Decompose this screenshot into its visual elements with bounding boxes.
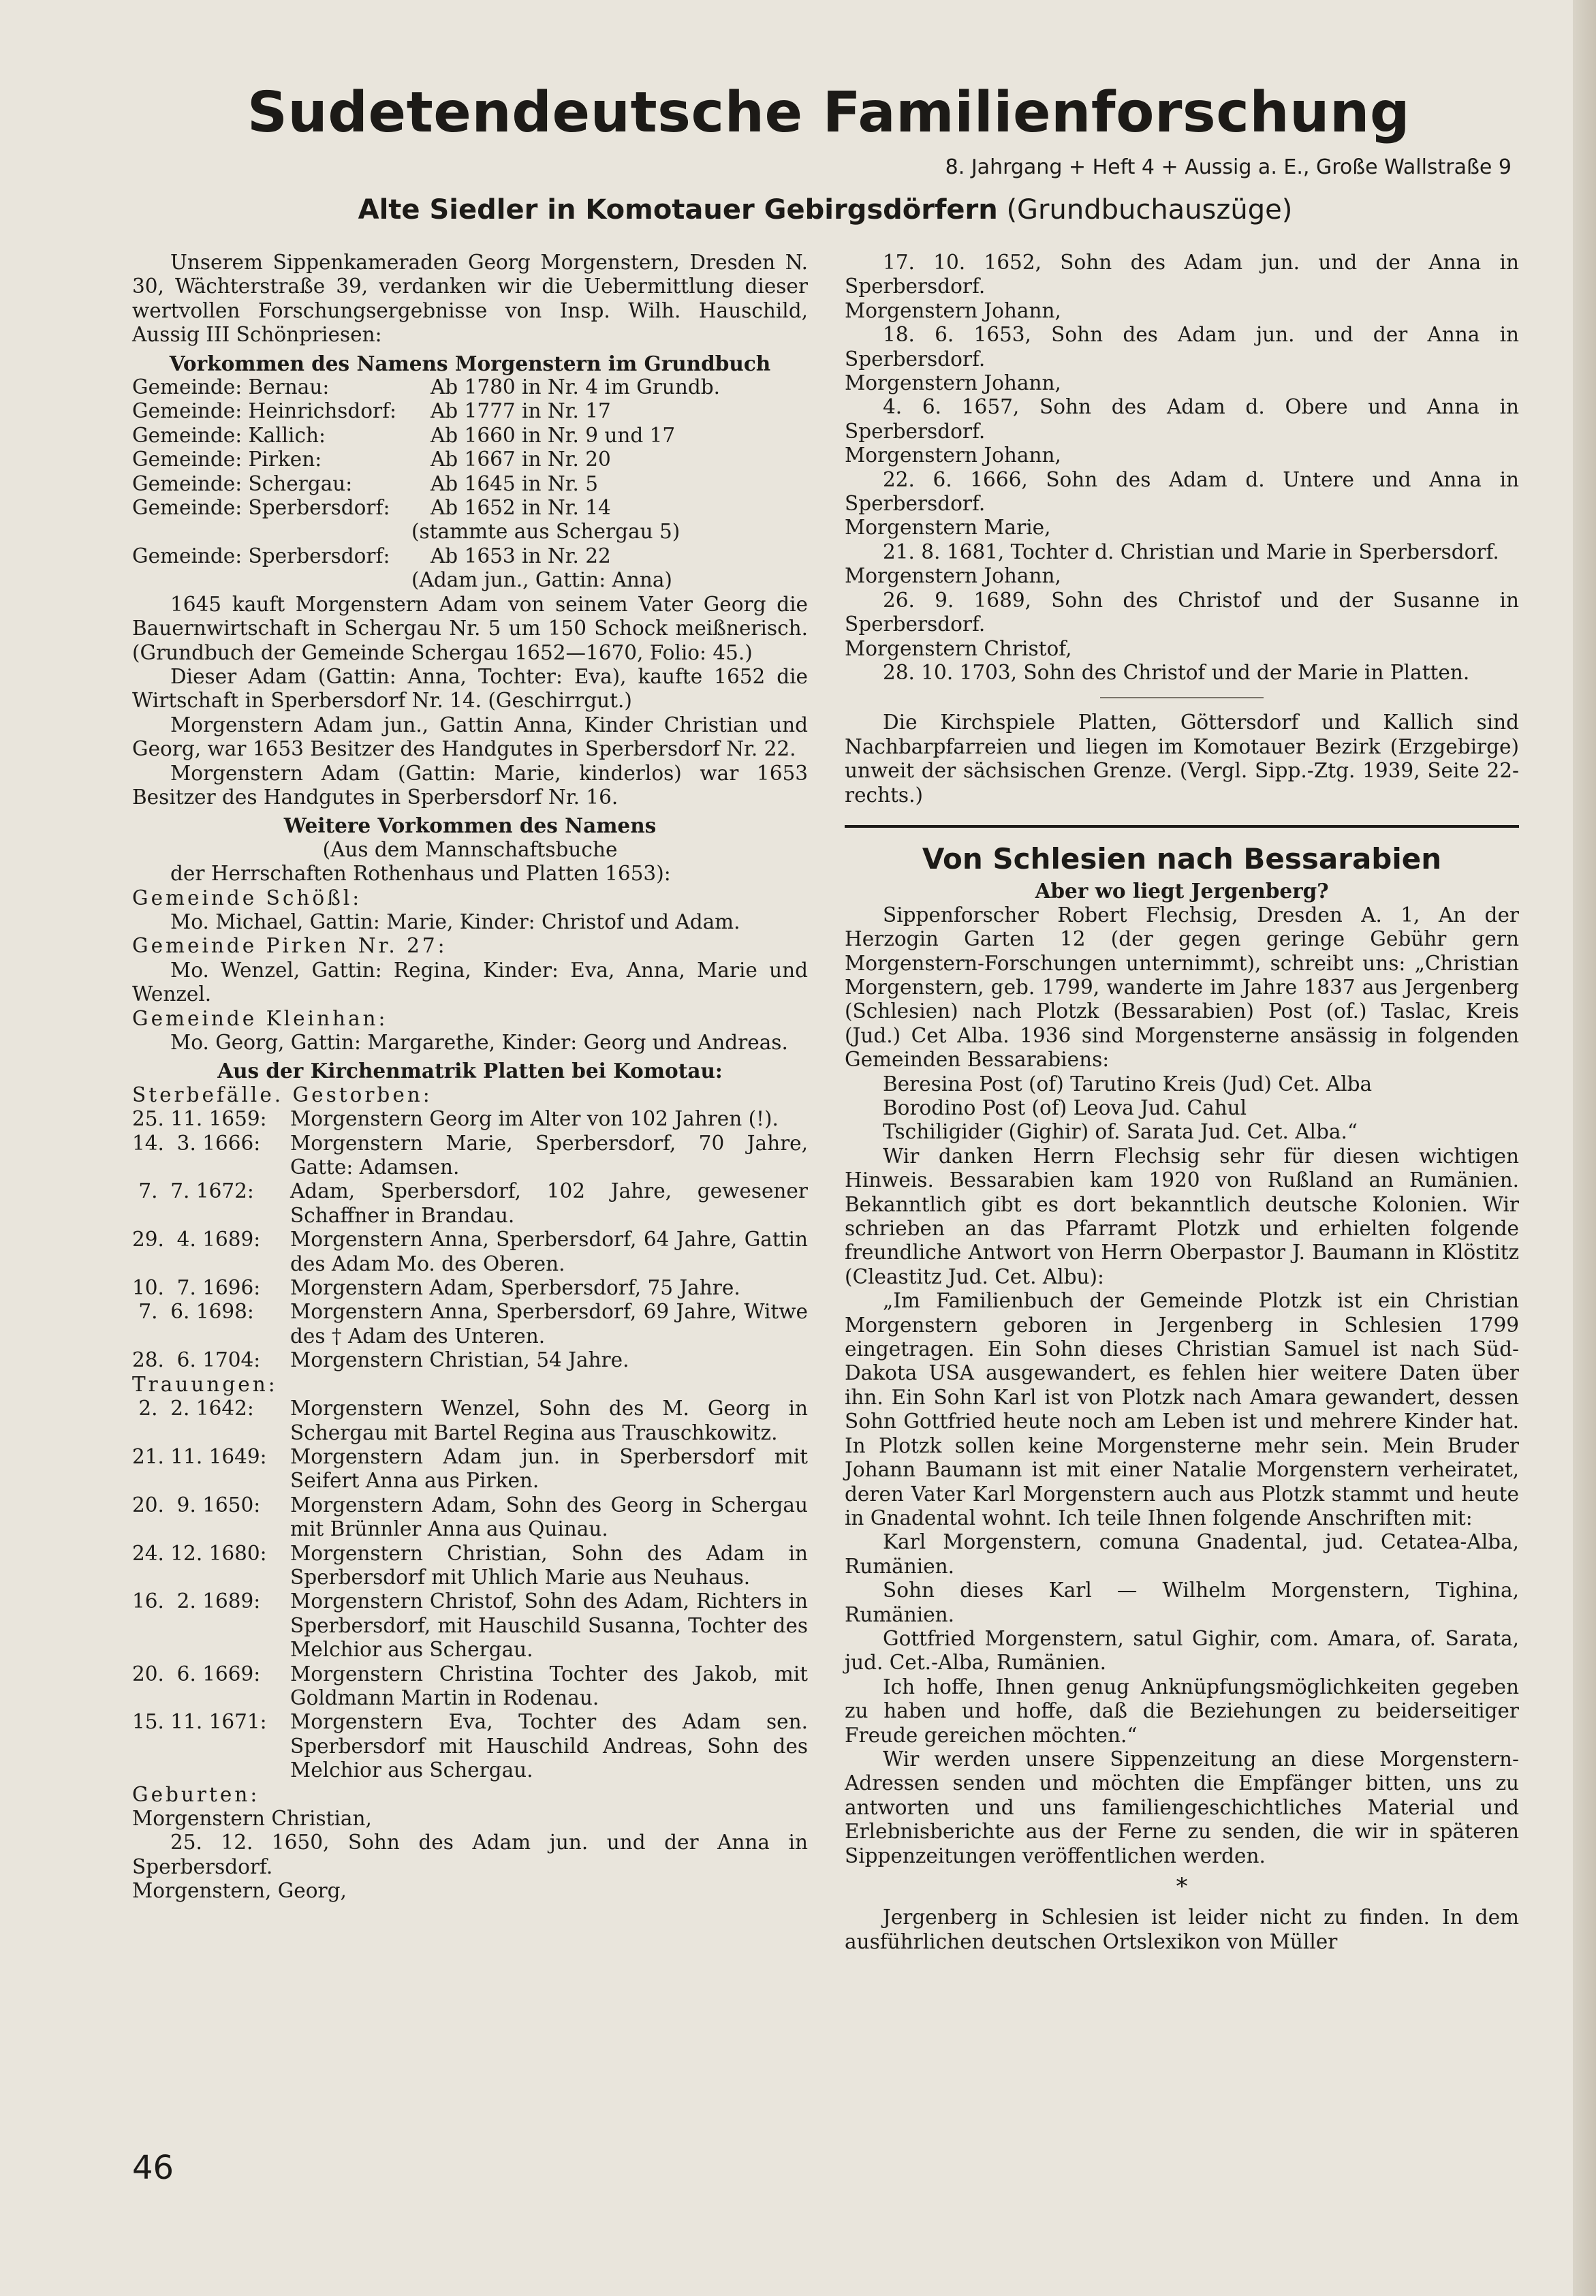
paragraph: Morgenstern Adam jun., Gattin Anna, Kinder Christian und Georg, war 1653 Besitzer des Handgutes in Sperbersdorf Nr. 22. (132, 713, 808, 761)
birth-name: Morgenstern, Georg, (132, 1879, 347, 1903)
place-entry: Mo. Wenzel, Gattin: Regina, Kinder: Eva, Anna, Marie und Wenzel. (132, 958, 808, 1006)
masthead-title: Sudetendeutsche Familienforschung (247, 80, 1411, 145)
paragraph: Sippenforscher Robert Flechsig, Dresden A. 1, An der Herzogin Garten 12 (der gegen geringe Gebühr gern Morgenstern-Forschungen unternimmt), schreibt uns: „Christian Morgenstern, geb. 1799, wanderte im Jahre 1837 aus Jergenberg (Schlesien) nach Plotzk (Bessarabien) Post (of.) Taslac, Kreis (Jud.) Cet Alba. 1936 sind Morgensterne ansässig in folgenden Gemeinden Bessarabiens: (845, 903, 1519, 1072)
article-title-main: Alte Siedler in Komotauer Gebirgsdörfern (358, 194, 998, 226)
trauungen-label: Trauungen: (132, 1372, 278, 1396)
birth-name: Morgenstern Johann, (845, 298, 1061, 322)
birth-name: Morgenstern Christof, (845, 636, 1072, 660)
birth-entry: 22. 6. 1666, Sohn des Adam d. Untere und Anna in Sperbersdorf. (845, 467, 1519, 516)
grundbuch-note: (Adam jun., Gattin: Anna) (411, 568, 672, 592)
birth-name: Morgenstern Johann, (845, 444, 1061, 467)
address-line: Sohn dieses Karl — Wilhelm Morgenstern, Tighina, Rumänien. (845, 1579, 1519, 1626)
heading-weitere-sub: (Aus dem Mannschaftsbuche (322, 837, 618, 861)
divider-short (1100, 697, 1264, 698)
record-row: 29. 4. 1689: Morgenstern Anna, Sperbersdorf, 64 Jahre, Gattin des Adam Mo. des Oberen. (132, 1228, 808, 1275)
birth-entry: 18. 6. 1653, Sohn des Adam jun. und der Anna in Sperbersdorf. (845, 323, 1519, 371)
intro-paragraph: Unserem Sippenkameraden Georg Morgenstern, Dresden N. 30, Wächterstraße 39, verdanken wir die Uebermittlung dieser wertvollen Forschungsergebnisse von Insp. Wilh. Hauschild, Aussig III Schönpriesen: (132, 251, 808, 347)
geburten-label: Geburten: (132, 1782, 260, 1806)
place-label: Gemeinde Kleinhan: (132, 1006, 388, 1030)
place-line: Beresina Post (of) Tarutino Kreis (Jud) Cet. Alba (883, 1072, 1373, 1096)
paragraph: 1645 kauft Morgenstern Adam von seinem Vater Georg die Bauernwirtschaft in Schergau Nr. 5 um 150 Schock meißnerisch. (Grundbuch der Gemeinde Schergau 1652—1670, Folio: 45.) (132, 592, 808, 664)
heading-weitere-sub: der Herrschaften Rothenhaus und Platten 1653): (170, 862, 671, 886)
record-row: 14. 3. 1666: Morgenstern Marie, Sperbersdorf, 70 Jahre, Gatte: Adamsen. (132, 1131, 808, 1179)
section-subtitle: Aber wo liegt Jergenberg? (1035, 879, 1329, 903)
heading-kirchenmatrik: Aus der Kirchenmatrik Platten bei Komotau: (217, 1059, 723, 1083)
grundbuch-row: Gemeinde: Kallich: Ab 1660 in Nr. 9 und 17 (132, 423, 676, 447)
record-row: 21. 11. 1649: Morgenstern Adam jun. in Sperbersdorf mit Seifert Anna aus Pirken. (132, 1444, 808, 1493)
grundbuch-row: Gemeinde: Bernau: Ab 1780 in Nr. 4 im Grundb. (132, 375, 720, 399)
grundbuch-list (132, 375, 808, 593)
record-row: 10. 7. 1696: Morgenstern Adam, Sperbersdorf, 75 Jahre. (132, 1276, 740, 1300)
birth-name: Morgenstern Christian, (132, 1807, 372, 1830)
grundbuch-row: Gemeinde: Sperbersdorf: Ab 1653 in Nr. 22 (132, 544, 611, 568)
record-row: 20. 9. 1650: Morgenstern Adam, Sohn des Georg in Schergau mit Brünnler Anna aus Quinau. (132, 1493, 808, 1541)
record-row: 25. 11. 1659: Morgenstern Georg im Alter von 102 Jahren (!). (132, 1107, 779, 1131)
place-line: Tschiligider (Gighir) of. Sarata Jud. Cet. Alba.“ (883, 1120, 1358, 1144)
paragraph: „Im Familienbuch der Gemeinde Plotzk ist ein Christian Morgenstern geboren in Jergenberg in Schlesien 1799 eingetragen. Ein Sohn dieses Christian Samuel ist nach Süd-Dakota USA ausgewandert, es fehlen hier weitere Daten über ihn. Ein Sohn Karl ist von Plotzk nach Amara gewandert, dessen Sohn Gottfried heute noch am Leben ist und mehrere Kinder hat. In Plotzk sollen keine Morgensterne mehr sein. Mein Bruder Johann Baumann ist mit einer Natalie Morgenstern verheiratet, deren Vater Karl Morgenstern auch aus Plotzk stammt und heute in Gnadental wohnt. Ich teile Ihnen folgende Anschriften mit: (845, 1289, 1519, 1530)
birth-entry: 17. 10. 1652, Sohn des Adam jun. und der Anna in Sperbersdorf. (845, 251, 1519, 298)
place-label: Gemeinde Pirken Nr. 27: (132, 934, 448, 958)
masthead-issue: 8. Jahrgang + Heft 4 + Aussig a. E., Große Wallstraße 9 (945, 155, 1512, 179)
place-entry: Mo. Georg, Gattin: Margarethe, Kinder: Georg und Andreas. (170, 1031, 788, 1054)
place-entry: Mo. Michael, Gattin: Marie, Kinder: Christof und Adam. (170, 910, 740, 933)
page-number: 46 (132, 2149, 174, 2187)
heading-weitere: Weitere Vorkommen des Namens (283, 813, 657, 838)
record-row: 16. 2. 1689: Morgenstern Christof, Sohn des Adam, Richters in Sperbersdorf, mit Hauschild Susanna, Tochter des Melchior aus Schergau. (132, 1589, 808, 1662)
section-title: Von Schlesien nach Bessarabien (922, 841, 1442, 875)
trauungen-list (132, 1397, 808, 1783)
closing-paragraph: Die Kirchspiele Platten, Göttersdorf und Kallich sind Nachbarpfarreien und liegen im Komotauer Bezirk (Erzgebirge) unweit der sächsischen Grenze. (Vergl. Sipp.-Ztg. 1939, Seite 22-rechts.) (845, 711, 1519, 807)
page-edge (1573, 0, 1596, 2296)
record-row: 7. 7. 1672: Adam, Sperbersdorf, 102 Jahre, gewesener Schaffner in Brandau. (132, 1179, 808, 1227)
record-row: 2. 2. 1642: Morgenstern Wenzel, Sohn des M. Georg in Schergau mit Bartel Regina aus Trauschkowitz. (132, 1397, 808, 1444)
address-line: Gottfried Morgenstern, satul Gighir, com. Amara, of. Sarata, jud. Cet.-Alba, Rumänien. (845, 1626, 1519, 1675)
heading-vorkommen: Vorkommen des Namens Morgenstern im Grundbuch (169, 351, 771, 375)
article-title (0, 194, 1596, 226)
address-line: Karl Morgenstern, comuna Gnadental, jud. Cetatea-Alba, Rumänien. (845, 1530, 1519, 1578)
sterbefaelle-label: Sterbefälle. Gestorben: (132, 1083, 433, 1106)
birth-entry: 28. 10. 1703, Sohn des Christof und der Marie in Platten. (883, 660, 1470, 684)
paragraph: Dieser Adam (Gattin: Anna, Tochter: Eva), kaufte 1652 die Wirtschaft in Sperbersdorf Nr. 14. (Geschirrgut.) (132, 664, 808, 713)
divider-section (845, 825, 1519, 828)
birth-name: Morgenstern Marie, (845, 516, 1051, 540)
record-row: 7. 6. 1698: Morgenstern Anna, Sperbersdorf, 69 Jahre, Witwe des † Adam des Unteren. (132, 1300, 808, 1348)
paragraph: Wir werden unsere Sippenzeitung an diese Morgenstern-Adressen senden und möchten die Empfänger bitten, uns zu antworten und uns familiengeschichtliches Material und Erlebnisberichte aus der Ferne zu senden, die wir in späteren Sippenzeitungen veröffentlichen werden. (845, 1747, 1519, 1867)
article-title-suffix: (Grundbuchauszüge) (997, 194, 1293, 226)
right-column (845, 251, 1519, 1954)
grundbuch-row: Gemeinde: Pirken: Ab 1667 in Nr. 20 (132, 448, 611, 471)
paragraph: Ich hoffe, Ihnen genug Anknüpfungsmöglichkeiten gegeben zu haben und hoffe, daß die Beziehungen zu beiderseitiger Freude gereichen möchten.“ (845, 1675, 1519, 1747)
grundbuch-row: Gemeinde: Heinrichsdorf: Ab 1777 in Nr. 17 (132, 399, 611, 423)
birth-entry: 25. 12. 1650, Sohn des Adam jun. und der Anna in Sperbersdorf. (132, 1831, 808, 1878)
star-separator: * (1176, 1873, 1188, 1900)
place-label: Gemeinde Schößl: (132, 886, 362, 910)
place-line: Borodino Post (of) Leova Jud. Cahul (883, 1096, 1247, 1119)
grundbuch-row: Gemeinde: Schergau: Ab 1645 in Nr. 5 (132, 471, 599, 495)
paragraph: Morgenstern Adam (Gattin: Marie, kinderlos) war 1653 Besitzer des Handgutes in Sperbersdorf Nr. 16. (132, 761, 808, 809)
record-row: 28. 6. 1704: Morgenstern Christian, 54 Jahre. (132, 1348, 629, 1372)
record-row: 15. 11. 1671: Morgenstern Eva, Tochter des Adam sen. Sperbersdorf mit Hauschild Andreas, Sohn des Melchior aus Schergau. (132, 1710, 808, 1782)
birth-entry: 4. 6. 1657, Sohn des Adam d. Obere und Anna in Sperbersdorf. (845, 395, 1519, 443)
birth-name: Morgenstern Johann, (845, 564, 1061, 588)
paragraph: Jergenberg in Schlesien ist leider nicht zu finden. In dem ausführlichen deutschen Ortslexikon von Müller (845, 1906, 1519, 1953)
birth-name: Morgenstern Johann, (845, 371, 1061, 395)
sterbefaelle-list (132, 1107, 808, 1372)
paragraph: Wir danken Herrn Flechsig sehr für diesen wichtigen Hinweis. Bessarabien kam 1920 von Rußland an Rumänien. Bekanntlich gibt es dort bekanntlich deutsche Kolonien. Wir schrieben an das Pfarramt Plotzk und erhielten folgende freundliche Antwort von Herrn Oberpastor J. Baumann in Klöstitz (Cleastitz Jud. Cet. Albu): (845, 1144, 1519, 1288)
record-row: 20. 6. 1669: Morgenstern Christina Tochter des Jakob, mit Goldmann Martin in Rodenau. (132, 1662, 808, 1709)
birth-entry: 21. 8. 1681, Tochter d. Christian und Marie in Sperbersdorf. (883, 540, 1499, 563)
birth-entry: 26. 9. 1689, Sohn des Christof und der Susanne in Sperbersdorf. (845, 588, 1519, 636)
grundbuch-note: (stammte aus Schergau 5) (411, 520, 680, 544)
left-column (132, 251, 808, 1904)
record-row: 24. 12. 1680: Morgenstern Christian, Sohn des Adam in Sperbersdorf mit Uhlich Marie aus Neuhaus. (132, 1541, 808, 1589)
grundbuch-row: Gemeinde: Sperbersdorf: Ab 1652 in Nr. 14 (132, 496, 611, 520)
